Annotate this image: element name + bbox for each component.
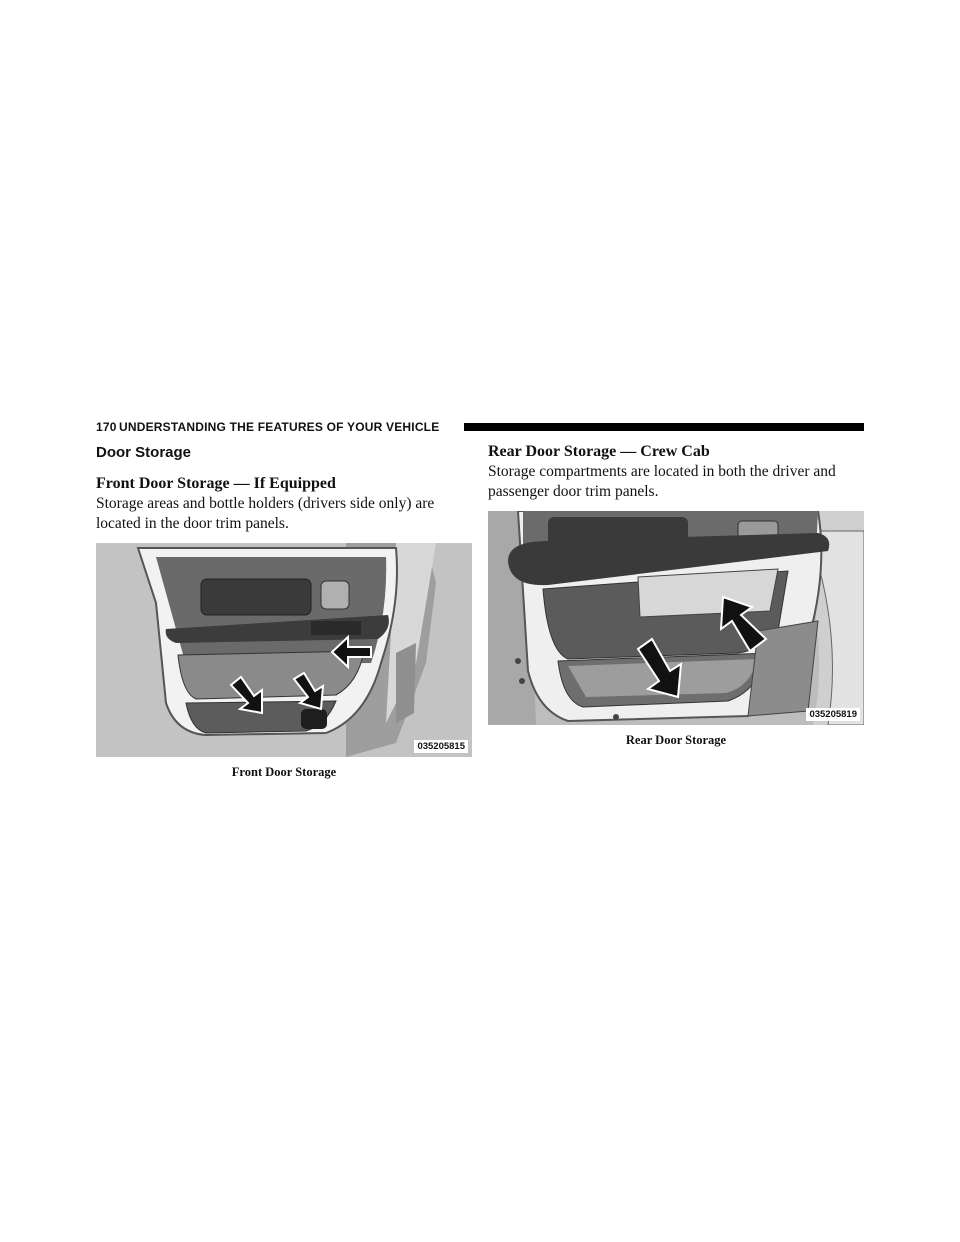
rear-door-illustration xyxy=(488,511,864,725)
rear-figure-code: 035205819 xyxy=(806,708,860,721)
front-door-caption: Front Door Storage xyxy=(231,765,337,779)
left-column xyxy=(96,443,472,780)
rear-door-figure xyxy=(488,511,864,725)
rear-door-caption: Rear Door Storage xyxy=(625,733,727,747)
front-door-illustration xyxy=(96,543,472,757)
door-storage-heading: Door Storage xyxy=(96,444,192,461)
running-header xyxy=(96,419,864,435)
front-door-storage-heading: Front Door Storage — If Equipped xyxy=(96,475,336,492)
front-door-body-line-1: Storage areas and bottle holders (drivers side only) are xyxy=(96,495,435,512)
front-door-body-line-2: located in the door trim panels. xyxy=(96,515,289,532)
front-door-figure xyxy=(96,543,472,757)
rear-door-body-line-1: Storage compartments are located in both the driver and xyxy=(488,463,836,480)
right-column xyxy=(488,443,864,748)
section-title: UNDERSTANDING THE FEATURES OF YOUR VEHICLE xyxy=(119,420,440,434)
rear-door-storage-heading: Rear Door Storage — Crew Cab xyxy=(488,443,710,460)
rear-door-body-line-2: passenger door trim panels. xyxy=(488,483,659,500)
front-figure-code: 035205815 xyxy=(414,740,468,753)
header-rule xyxy=(464,423,864,431)
page-number: 170 xyxy=(96,420,117,434)
